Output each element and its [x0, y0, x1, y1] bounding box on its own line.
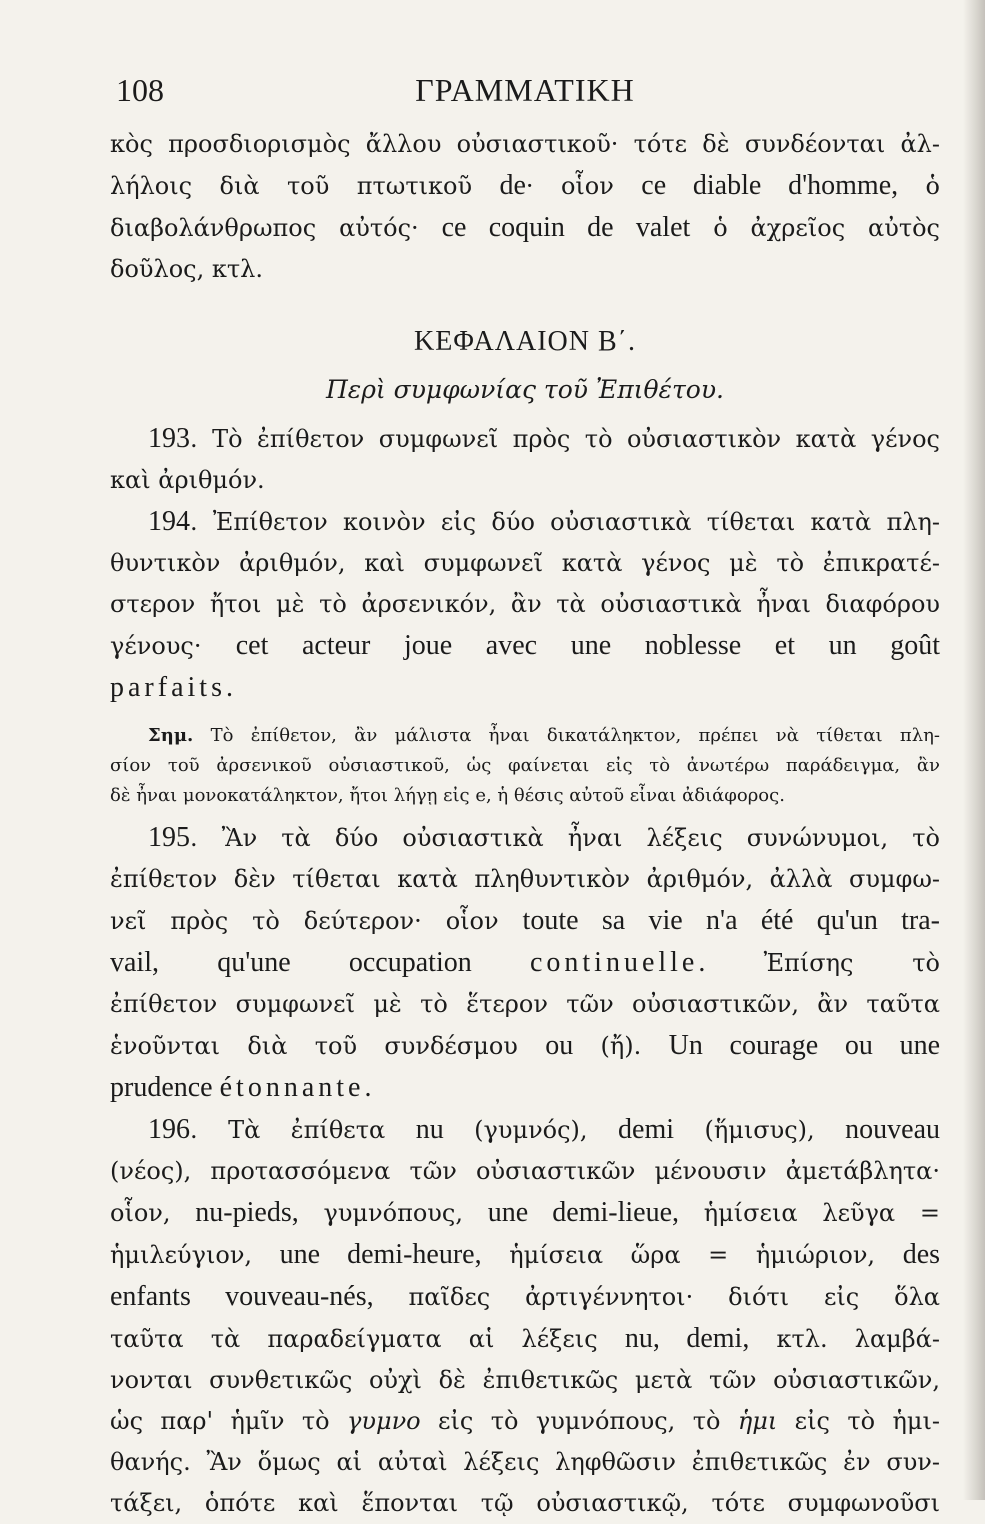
text-line: κὸς προσδιορισμὸς ἄλλου οὐσιαστικοῦ· τότε δὲ συνδέονται ἀλ- [110, 130, 940, 158]
text-line: τάξει, ὁπότε καὶ ἕπονται τῷ οὐσιαστικῷ, τότε συμφωνοῦσι [110, 1489, 940, 1517]
text-line: 196. Τὰ ἐπίθετα nu (γυμνός), demi (ἥμισυς), nouveau [148, 1114, 940, 1145]
text-line: 194. Ἐπίθετον κοινὸν εἰς δύο οὐσιαστικὰ τίθεται κατὰ πλη- [148, 506, 940, 537]
running-title: ΓΡΑΜΜΑΤΙΚΗ [415, 72, 635, 108]
text-line: ἡμιλεύγιον, une demi-heure, ἡμίσεια ὥρα = ἡμιώριον, des [110, 1239, 941, 1270]
text-line: prudence étonnante. [110, 1072, 372, 1103]
text-line: ταῦτα τὰ παραδείγματα αἱ λέξεις nu, demi, κτλ. λαμβά- [110, 1323, 940, 1354]
page-header [110, 72, 940, 124]
page-number: 108 [116, 72, 164, 108]
text-line: καὶ ἀριθμόν. [110, 466, 265, 494]
text-line: θυντικὸν ἀριθμόν, καὶ συμφωνεῖ κατὰ γένος μὲ τὸ ἐπικρατέ- [110, 549, 940, 577]
text-line: δὲ ἦναι μονοκατάληκτον, ἤτοι λήγῃ εἰς e, ἡ θέσις αὐτοῦ εἶναι ἀδιάφορος. [110, 785, 785, 806]
paragraph-196 [110, 1109, 940, 1524]
text-line: ἑνοῦνται διὰ τοῦ συνδέσμου ou (ἤ). Un courage ou une [110, 1030, 941, 1061]
text-line: σίον τοῦ ἀρσενικοῦ οὐσιαστικοῦ, ὡς φαίνεται εἰς τὸ ἀνωτέρω παράδειγμα, ἂν [110, 755, 940, 776]
paragraph-number: 194 [148, 506, 190, 537]
text-line: vail, qu'une occupation continuelle. Ἐπίσης τὸ [110, 947, 941, 978]
text-line: ἐπίθετον συμφωνεῖ μὲ τὸ ἕτερον τῶν οὐσιαστικῶν, ἂν ταῦτα [110, 990, 940, 1018]
text-line: enfants vouveau-nés, παῖδες ἀρτιγέννητοι· διότι εἰς ὅλα [110, 1281, 941, 1312]
note-label: Σημ. [148, 725, 194, 746]
text-line: ὡς παρ' ἡμῖν τὸ γυμνο εἰς τὸ γυμνόπους, τὸ ἡμι εἰς τὸ ἡμι- [110, 1407, 941, 1435]
chapter-subtitle: Περὶ συμφωνίας τοῦ Ἐπιθέτου. [326, 375, 724, 404]
paragraph-193 [110, 418, 940, 501]
paragraph-number: 196 [148, 1114, 190, 1145]
text-line: 193. Τὸ ἐπίθετον συμφωνεῖ πρὸς τὸ οὐσιαστικὸν κατὰ γένος [148, 423, 940, 454]
text-line: 195. Ἂν τὰ δύο οὐσιαστικὰ ἦναι λέξεις συνώνυμοι, τὸ [148, 822, 940, 853]
text-line: ἐπίθετον δὲν τίθεται κατὰ πληθυντικὸν ἀριθμόν, ἀλλὰ συμφω- [110, 865, 940, 893]
text-line: νεῖ πρὸς τὸ δεύτερον· οἷον toute sa vie n'a été qu'un tra- [110, 905, 940, 936]
book-page [110, 72, 940, 1524]
chapter-title: ΚΕΦΑΛΑΙΟΝ Β΄. [414, 326, 636, 357]
text-line: λήλοις διὰ τοῦ πτωτικοῦ de· οἷον ce diable d'homme, ὁ [110, 170, 940, 201]
page-edge-shadow [963, 0, 985, 1500]
text-line: γένους· cet acteur joue avec une noblesse et un goût [110, 630, 941, 661]
text-line: οἷον, nu-pieds, γυμνόπους, une demi-lieue, ἡμίσεια λεῦγα = [110, 1197, 941, 1228]
paragraph-195 [110, 817, 940, 1109]
text-line: διαβολάνθρωπος αὐτός· ce coquin de valet ὁ ἀχρεῖος αὐτὸς [110, 212, 940, 243]
intro-paragraph [110, 124, 940, 290]
paragraph-number: 193 [148, 423, 190, 454]
text-line: parfaits. [110, 672, 233, 703]
text-line: στερον ἤτοι μὲ τὸ ἀρσενικόν, ἂν τὰ οὐσιαστικὰ ἦναι διαφόρου [110, 590, 940, 618]
footnote [110, 721, 940, 811]
text-line: δοῦλος, κτλ. [110, 255, 263, 283]
text-line: θανής. Ἂν ὅμως αἱ αὐταὶ λέξεις ληφθῶσιν ἐπιθετικῶς ἐν συν- [110, 1448, 940, 1476]
paragraph-194 [110, 501, 940, 709]
text-line: Σημ. Τὸ ἐπίθετον, ἂν μάλιστα ἦναι δικατάληκτον, πρέπει νὰ τίθεται πλη- [148, 725, 940, 746]
text-line: (νέος), προτασσόμενα τῶν οὐσιαστικῶν μένουσιν ἀμετάβλητα· [110, 1157, 940, 1185]
text-line: νονται συνθετικῶς οὐχὶ δὲ ἐπιθετικῶς μετὰ τῶν οὐσιαστικῶν, [110, 1366, 940, 1394]
paragraph-number: 195 [148, 822, 190, 853]
